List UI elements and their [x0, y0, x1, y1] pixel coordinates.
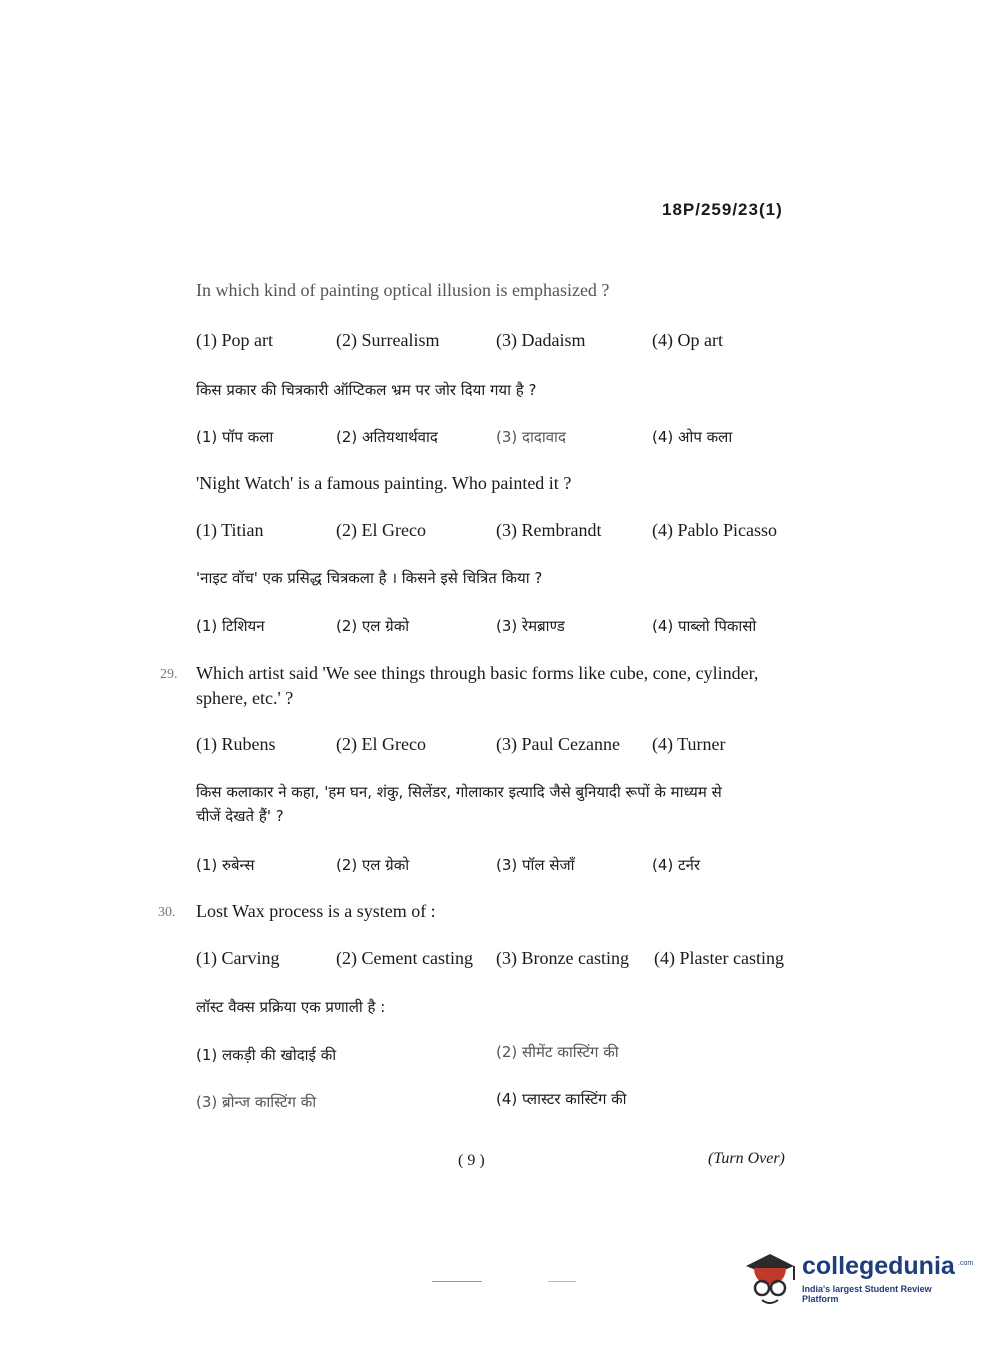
q1-option-1-en: (1) Pop art	[196, 330, 273, 350]
scan-mark-divider	[548, 1281, 576, 1282]
q1-option-4-hi: (4) ओप कला	[652, 428, 733, 446]
question-1-hindi: किस प्रकार की चित्रकारी ऑप्टिकल भ्रम पर जोर दिया गया है ?	[196, 381, 537, 399]
brand-name: collegedunia	[802, 1252, 955, 1280]
q1-option-1-hi: (1) पॉप कला	[196, 428, 274, 446]
q30-option-4-en: (4) Plaster casting	[654, 948, 784, 968]
q29-option-4-en: (4) Turner	[652, 734, 726, 754]
q2-option-3-hi: (3) रेमब्राण्ड	[496, 617, 565, 635]
q30-option-4-hi: (4) प्लास्टर कास्टिंग की	[496, 1090, 627, 1108]
q2-option-2-hi: (2) एल ग्रेको	[336, 617, 410, 635]
q30-option-3-en: (3) Bronze casting	[496, 948, 629, 968]
q29-option-3-hi: (3) पॉल सेजाँ	[496, 856, 575, 874]
question-30-number: 30.	[158, 905, 176, 920]
q1-option-4-en: (4) Op art	[652, 330, 723, 350]
q29-option-1-en: (1) Rubens	[196, 734, 276, 754]
question-1-english: In which kind of painting optical illusion is emphasized ?	[196, 280, 610, 300]
q2-option-4-en: (4) Pablo Picasso	[652, 520, 777, 540]
q1-option-3-en: (3) Dadaism	[496, 330, 586, 350]
q29-option-2-hi: (2) एल ग्रेको	[336, 856, 410, 874]
q29-option-2-en: (2) El Greco	[336, 734, 426, 754]
q2-option-2-en: (2) El Greco	[336, 520, 426, 540]
question-2-hindi: 'नाइट वॉच' एक प्रसिद्ध चित्रकला है । किसने इसे चित्रित किया ?	[196, 569, 543, 587]
q1-option-2-en: (2) Surrealism	[336, 330, 440, 350]
q30-option-1-en: (1) Carving	[196, 948, 280, 968]
question-29-number: 29.	[160, 667, 178, 682]
question-29-hindi-line-2: चीजें देखते हैं' ?	[196, 807, 284, 825]
turn-over-label: (Turn Over)	[708, 1150, 785, 1167]
q1-option-3-hi: (3) दादावाद	[496, 428, 566, 446]
question-29-hindi-line-1: किस कलाकार ने कहा, 'हम घन, शंकु, सिलेंडर, गोलाकार इत्यादि जैसे बुनियादी रूपों के माध्यम से	[196, 783, 722, 801]
page-number: ( 9 )	[458, 1152, 485, 1169]
collegedunia-watermark	[740, 1250, 974, 1310]
scan-mark-divider	[432, 1281, 482, 1282]
q1-option-2-hi: (2) अतियथार्थवाद	[336, 428, 438, 446]
q2-option-4-hi: (4) पाब्लो पिकासो	[652, 617, 757, 635]
q30-option-3-hi: (3) ब्रोन्ज कास्टिंग की	[196, 1093, 317, 1111]
question-2-english: 'Night Watch' is a famous painting. Who painted it ?	[196, 473, 572, 493]
paper-code: 18P/259/23(1)	[662, 200, 783, 219]
q30-option-2-hi: (2) सीमेंट कास्टिंग की	[496, 1043, 619, 1061]
question-30-hindi: लॉस्ट वैक्स प्रक्रिया एक प्रणाली है :	[196, 998, 386, 1016]
q30-option-1-hi: (1) लकड़ी की खोदाई की	[196, 1046, 337, 1064]
q30-option-2-en: (2) Cement casting	[336, 948, 473, 968]
question-30-english: Lost Wax process is a system of :	[196, 901, 436, 921]
brand-suffix: .com	[958, 1260, 974, 1267]
q29-option-4-hi: (4) टर्नर	[652, 856, 701, 874]
q29-option-1-hi: (1) रुबेन्स	[196, 856, 255, 874]
q2-option-1-hi: (1) टिशियन	[196, 617, 265, 635]
q29-option-3-en: (3) Paul Cezanne	[496, 734, 620, 754]
question-29-english-line-2: sphere, etc.' ?	[196, 688, 294, 708]
mascot-icon	[740, 1250, 798, 1310]
q2-option-3-en: (3) Rembrandt	[496, 520, 602, 540]
question-29-english-line-1: Which artist said 'We see things through basic forms like cube, cone, cylinder,	[196, 663, 759, 683]
q2-option-1-en: (1) Titian	[196, 520, 264, 540]
brand-tagline: India's largest Student Review Platform	[802, 1284, 932, 1304]
